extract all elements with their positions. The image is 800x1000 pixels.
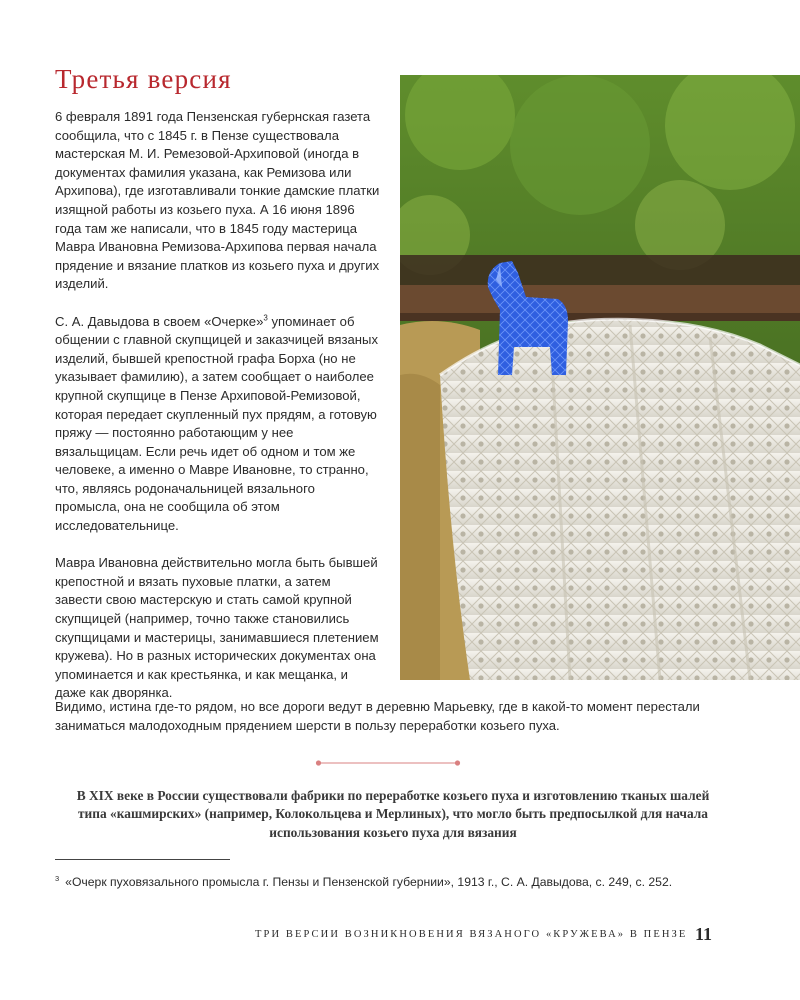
pull-quote: В XIX веке в России существовали фабрики по переработке козьего пуха и изготовлению тканых шалей типа «кашмирских» (например, Колокольцева и Мерлиных), что могло быть предпосылкой для начала использования козьего пуха для вязания	[76, 788, 710, 840]
decorative-divider	[315, 758, 461, 768]
body-column	[55, 108, 380, 722]
footnote-text: «Очерк пуховязального промысла г. Пензы и Пензенской губернии», 1913 г., С. А. Давыдова, с. 249, с. 252.	[65, 875, 673, 889]
running-title: ТРИ ВЕРСИИ ВОЗНИКНОВЕНИЯ ВЯЗАНОГО «КРУЖЕВА» В ПЕНЗЕ	[255, 929, 688, 940]
paragraph-2	[55, 313, 380, 536]
footnote-reference[interactable]: 3	[263, 313, 268, 323]
paragraph-3: Мавра Ивановна действительно могла быть бывшей крепостной и вязать пуховые платки, а затем завести свою мастерскую и стать самой крупной скупщицей (например, точно также становились скупщицами и мастерицы, занимавшиеся плетением кружева). Но в разных исторических документах она упоминается и как крестьянка, и как мещанка, и даже как дворянка.	[55, 555, 379, 701]
footnote-rule	[55, 859, 230, 860]
shawl-photo	[400, 75, 800, 680]
paragraph-2-end: упоминает об общении с главной скупщицей и заказчицей вязаных изделий, бывшей крепостной графа Борха (но не указывает фамилию), а затем сообщает о наиболее крупной скупщице в Пензе Архиповой-Ремизовой, которая передает скупленный пух прядям, а готовую пряжу — постоянно работающим у нее вязальщицам. Если речь идет об одном и том же человеке, а именно о Мавре Ивановне, то странно, что, являясь родоначальницей вязального промысла, она не сообщила об этом исследовательнице.	[55, 313, 378, 534]
footnote	[55, 873, 715, 891]
footnote-number: 3	[55, 873, 60, 883]
paragraph-2-start: С. А. Давыдова в своем «Очерке»	[55, 313, 264, 329]
page-number: 11	[695, 924, 713, 944]
conclusion-paragraph: Видимо, истина где-то рядом, но все дороги ведут в деревню Марьевку, где в какой-то момент перестали заниматься малодоходным прядением шерсти в пользу переработки козьего пуха.	[55, 699, 700, 733]
paragraph-1: 6 февраля 1891 года Пензенская губернская газета сообщила, что с 1845 г. в Пензе существовала мастерская М. И. Ремезовой-Архиповой (иногда в документах фамилия указана, как Ремизова или Архипова), где изготавливали тонкие дамские платки изящной работы из козьего пуха. А 16 июня 1896 года там же написали, что в 1845 году мастерица Мавра Ивановна Ремизова-Архипова первая начала прядение и вязание платков из козьего пуха и других изделий.	[55, 109, 380, 292]
section-heading: Третья версия	[55, 64, 232, 94]
